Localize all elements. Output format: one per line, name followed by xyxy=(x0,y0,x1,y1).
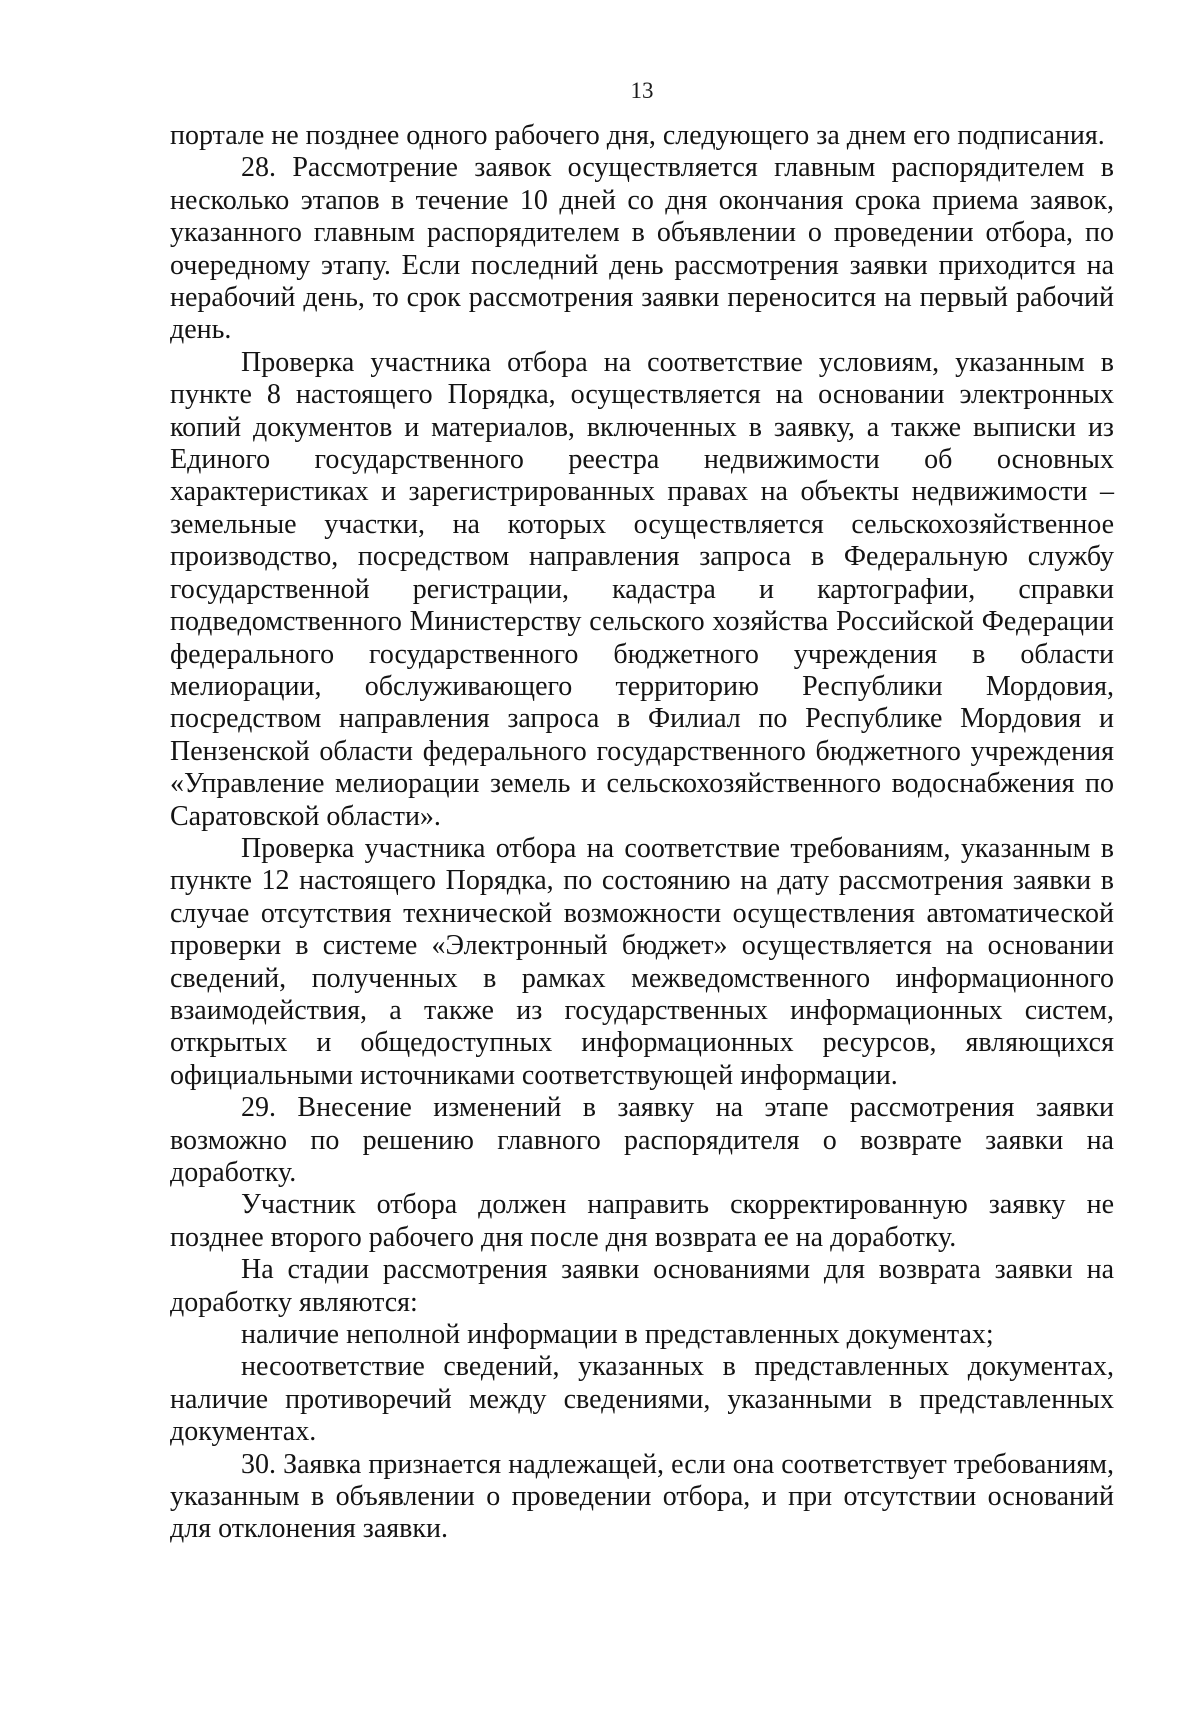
paragraph-5: 29. Внесение изменений в заявку на этапе рассмотрения заявки возможно по решению главного распорядителя о возврате заявки на доработку. xyxy=(170,1092,1114,1188)
page-number: 13 xyxy=(630,78,654,103)
document-body xyxy=(170,120,1114,1546)
paragraph-6: Участник отбора должен направить скорректированную заявку не позднее второго рабочего дня после дня возврата ее на доработку. xyxy=(170,1189,1114,1253)
paragraph-7: На стадии рассмотрения заявки основаниями для возврата заявки на доработку являются: xyxy=(170,1254,1114,1318)
paragraph-9: несоответствие сведений, указанных в представленных документах, наличие противоречий между сведениями, указанными в представленных документах. xyxy=(170,1351,1114,1448)
paragraph-3: Проверка участника отбора на соответствие условиям, указанным в пункте 8 настоящего Порядка, осуществляется на основании электронных копий документов и материалов, включенных в заявку, а также выписки из Единого государственного реестра недвижимости об основных характеристиках и зарегистрированных правах на объекты недвижимости – земельные участки, на которых осуществляется сельскохозяйственное производство, посредством направления запроса в Федеральную службу государственной регистрации, кадастра и картографии, справки подведомственного Министерству сельского хозяйства Российской Федерации федерального государственного бюджетного учреждения в области мелиорации, обслуживающего территорию Республики Мордовия, посредством направления запроса в Филиал по Республике Мордовия и Пензенской области федерального государственного бюджетного учреждения «Управление мелиорации земель и сельскохозяйственного водоснабжения по Саратовской области». xyxy=(170,346,1114,832)
paragraph-10: 30. Заявка признается надлежащей, если она соответствует требованиям, указанным в объявлении о проведении отбора, и при отсутствии оснований для отклонения заявки. xyxy=(170,1448,1114,1545)
paragraph-4: Проверка участника отбора на соответствие требованиям, указанным в пункте 12 настоящего Порядка, по состоянию на дату рассмотрения заявки в случае отсутствия технической возможности осуществления автоматической проверки в системе «Электронный бюджет» осуществляется на основании сведений, полученных в рамках межведомственного информационного взаимодействия, а также из государственных информационных систем, открытых и общедоступных информационных ресурсов, являющихся официальными источниками соответствующей информации. xyxy=(170,832,1114,1091)
paragraph-8: наличие неполной информации в представленных документах; xyxy=(241,1319,994,1351)
paragraph-2: 28. Рассмотрение заявок осуществляется главным распорядителем в несколько этапов в течение 10 дней со дня окончания срока приема заявок, указанного главным распорядителем в объявлении о проведении отбора, по очередному этапу. Если последний день рассмотрения заявки приходится на нерабочий день, то срок рассмотрения заявки переносится на первый рабочий день. xyxy=(170,152,1114,346)
paragraph-1: портале не позднее одного рабочего дня, следующего за днем его подписания. xyxy=(170,120,1105,151)
